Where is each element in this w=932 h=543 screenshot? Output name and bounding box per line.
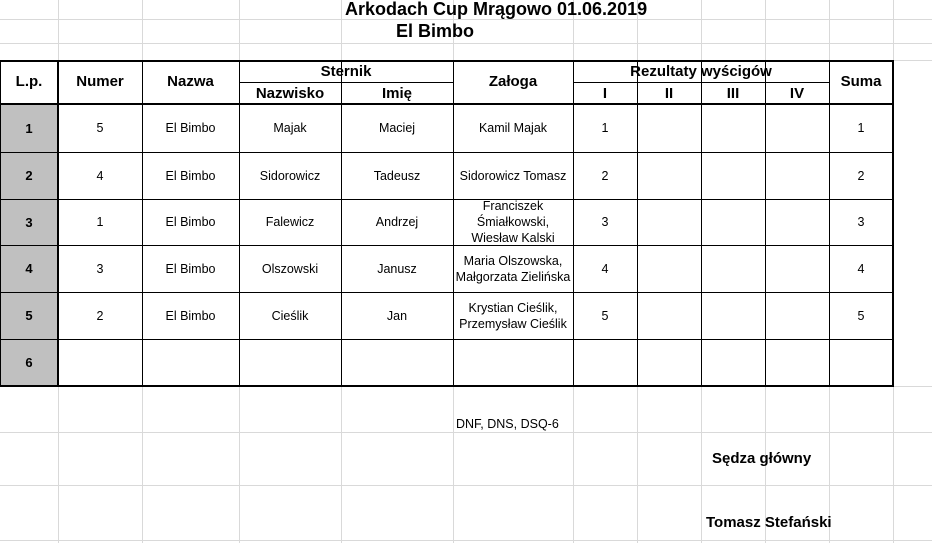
row-3-lp: 3	[25, 214, 33, 230]
grid-hline	[0, 485, 932, 486]
row-6-suma	[829, 339, 893, 386]
row-2-r1: 2	[601, 168, 609, 183]
header-rezultaty: Rezultaty wyścigów	[630, 63, 772, 80]
grid-hline	[0, 540, 932, 541]
row-6-numer	[58, 339, 142, 386]
row-6-nazwisko	[239, 339, 341, 386]
row-6-zaloga	[454, 339, 572, 386]
header-race-2: II	[664, 85, 674, 102]
grid-hline	[0, 432, 932, 433]
table-vline	[637, 61, 638, 386]
title-line2: El Bimbo	[396, 21, 475, 41]
row-5-nazwa: El Bimbo	[165, 308, 216, 323]
row-3-nazwisko: Falewicz	[265, 215, 315, 229]
row-1-zaloga: Kamil Majak	[478, 121, 548, 135]
row-4-lp: 4	[25, 261, 33, 276]
row-5-numer: 2	[96, 308, 104, 323]
row-6-nazwa	[142, 339, 239, 386]
row-1-imie: Maciej	[378, 121, 416, 135]
header-zaloga: Załoga	[488, 73, 538, 90]
row-4-r1: 4	[601, 261, 609, 276]
row-5-zaloga: Krystian Cieślik, Przemysław Cieślik	[459, 300, 567, 331]
row-2-zaloga: Sidorowicz Tomasz	[459, 168, 567, 183]
row-3-imie: Andrzej	[375, 215, 419, 229]
row-4-suma: 4	[857, 261, 865, 276]
penalty-note: DNF, DNS, DSQ-6	[456, 417, 559, 431]
header-nazwa: Nazwa	[167, 73, 214, 90]
row-5-suma: 5	[857, 308, 865, 323]
row-6-imie	[341, 339, 453, 386]
row-2-suma: 2	[857, 168, 865, 183]
row-6-r1	[573, 339, 637, 386]
header-nazwisko: Nazwisko	[255, 85, 325, 102]
header-numer: Numer	[76, 73, 124, 90]
row-1-numer: 5	[96, 121, 104, 135]
table-vline	[765, 61, 766, 386]
title-line1: Arkodach Cup Mrągowo 01.06.2019	[345, 0, 648, 19]
row-1-nazwisko: Majak	[273, 121, 307, 135]
row-1-r1: 1	[601, 121, 609, 135]
row-4-numer: 3	[96, 261, 104, 276]
row-3-nazwa: El Bimbo	[165, 215, 216, 229]
row-5-r1: 5	[601, 308, 609, 323]
table-hline	[573, 82, 829, 83]
judge-name: Tomasz Stefański	[706, 514, 832, 531]
header-lp: L.p.	[15, 73, 43, 90]
grid-hline	[0, 43, 932, 44]
row-3-suma: 3	[857, 215, 865, 229]
row-5-nazwisko: Cieślik	[271, 308, 309, 323]
table-vline	[701, 61, 702, 386]
row-1-lp: 1	[25, 120, 33, 136]
row-3-r1: 3	[601, 215, 609, 229]
header-race-3: III	[726, 85, 740, 102]
row-2-numer: 4	[96, 168, 104, 183]
row-5-imie: Jan	[386, 308, 408, 323]
row-2-nazwa: El Bimbo	[165, 168, 216, 183]
row-4-zaloga: Maria Olszowska, Małgorzata Zielińska	[455, 253, 571, 284]
header-race-1: I	[602, 85, 608, 102]
row-2-lp: 2	[25, 168, 33, 183]
table-hline	[239, 82, 453, 83]
header-suma: Suma	[840, 73, 882, 90]
judge-label: Sędza główny	[712, 450, 812, 467]
header-imie: Imię	[381, 85, 412, 102]
row-2-imie: Tadeusz	[373, 168, 421, 183]
row-2-nazwisko: Sidorowicz	[259, 168, 321, 183]
row-6-lp: 6	[25, 355, 33, 370]
row-5-lp: 5	[25, 308, 33, 323]
row-4-imie: Janusz	[377, 261, 417, 276]
row-3-zaloga: Franciszek Śmiałkowski, Wiesław Kalski	[471, 199, 555, 245]
header-sternik: Sternik	[320, 63, 372, 80]
header-race-4: IV	[789, 85, 805, 102]
row-4-nazwa: El Bimbo	[165, 261, 216, 276]
row-1-suma: 1	[857, 121, 865, 135]
row-4-nazwisko: Olszowski	[261, 261, 319, 276]
row-3-numer: 1	[96, 215, 104, 229]
row-1-nazwa: El Bimbo	[165, 121, 216, 135]
